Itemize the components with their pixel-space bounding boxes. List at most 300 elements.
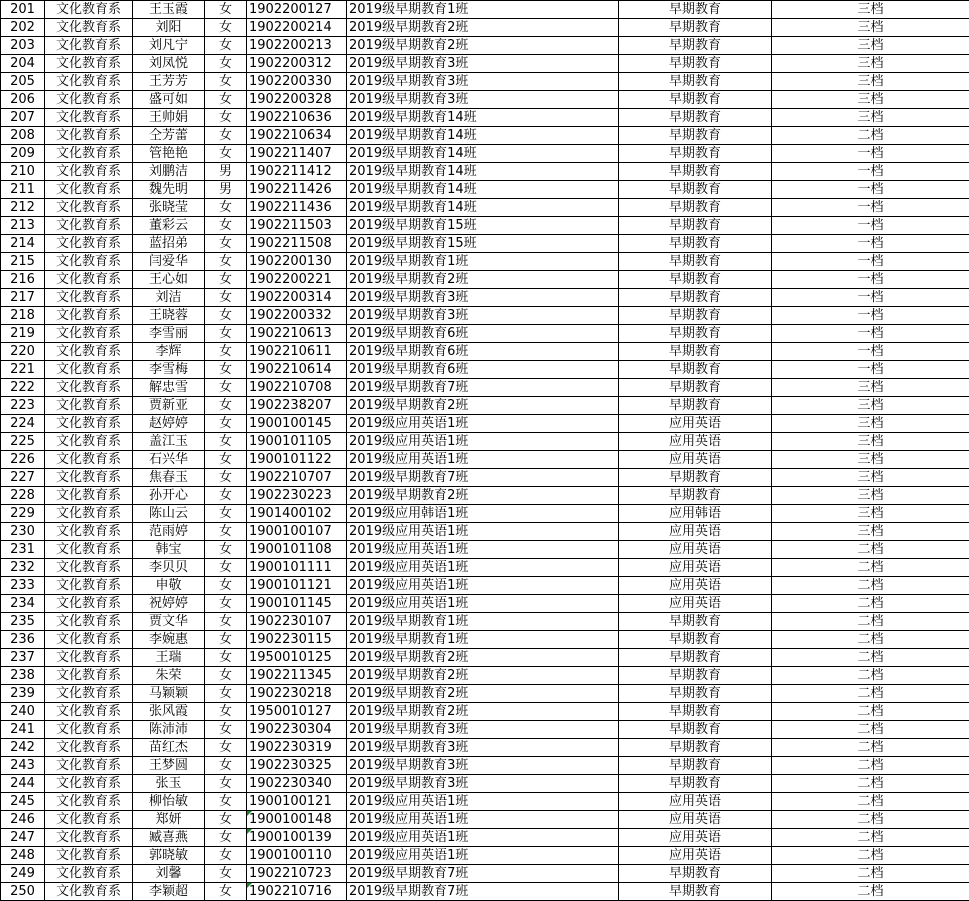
- gender-cell[interactable]: 女: [205, 505, 247, 523]
- grade-level-cell[interactable]: 一档: [772, 235, 969, 253]
- department-cell[interactable]: 文化教育系: [45, 1, 133, 19]
- row-number-cell[interactable]: 246: [1, 811, 45, 829]
- class-cell[interactable]: 2019级早期教育3班: [347, 307, 619, 325]
- grade-level-cell[interactable]: 二档: [772, 775, 969, 793]
- major-cell[interactable]: 早期教育: [619, 361, 772, 379]
- student-name-cell[interactable]: 王玉霞: [133, 1, 205, 19]
- student-name-cell[interactable]: 盛可如: [133, 91, 205, 109]
- class-cell[interactable]: 2019级早期教育2班: [347, 487, 619, 505]
- class-cell[interactable]: 2019级早期教育2班: [347, 37, 619, 55]
- student-id-cell[interactable]: 1900101122: [247, 451, 347, 469]
- class-cell[interactable]: 2019级早期教育15班: [347, 235, 619, 253]
- student-name-cell[interactable]: 仝芳蕾: [133, 127, 205, 145]
- major-cell[interactable]: 早期教育: [619, 73, 772, 91]
- major-cell[interactable]: 早期教育: [619, 181, 772, 199]
- student-id-cell[interactable]: 1902200130: [247, 253, 347, 271]
- gender-cell[interactable]: 女: [205, 883, 247, 901]
- grade-level-cell[interactable]: 三档: [772, 379, 969, 397]
- student-name-cell[interactable]: 张玉: [133, 775, 205, 793]
- student-name-cell[interactable]: 张风霞: [133, 703, 205, 721]
- gender-cell[interactable]: 女: [205, 649, 247, 667]
- student-name-cell[interactable]: 管艳艳: [133, 145, 205, 163]
- gender-cell[interactable]: 女: [205, 487, 247, 505]
- gender-cell[interactable]: 女: [205, 865, 247, 883]
- row-number-cell[interactable]: 212: [1, 199, 45, 217]
- grade-level-cell[interactable]: 二档: [772, 703, 969, 721]
- row-number-cell[interactable]: 221: [1, 361, 45, 379]
- student-id-cell[interactable]: 1902210716: [247, 883, 347, 901]
- grade-level-cell[interactable]: 二档: [772, 127, 969, 145]
- student-id-cell[interactable]: 1902200312: [247, 55, 347, 73]
- row-number-cell[interactable]: 241: [1, 721, 45, 739]
- student-name-cell[interactable]: 柳怡敏: [133, 793, 205, 811]
- grade-level-cell[interactable]: 二档: [772, 793, 969, 811]
- gender-cell[interactable]: 女: [205, 685, 247, 703]
- class-cell[interactable]: 2019级早期教育3班: [347, 73, 619, 91]
- student-id-cell[interactable]: 1902211436: [247, 199, 347, 217]
- major-cell[interactable]: 早期教育: [619, 667, 772, 685]
- grade-level-cell[interactable]: 三档: [772, 19, 969, 37]
- department-cell[interactable]: 文化教育系: [45, 721, 133, 739]
- student-name-cell[interactable]: 王帅娟: [133, 109, 205, 127]
- grade-level-cell[interactable]: 二档: [772, 865, 969, 883]
- student-id-cell[interactable]: 1902211426: [247, 181, 347, 199]
- grade-level-cell[interactable]: 二档: [772, 631, 969, 649]
- gender-cell[interactable]: 女: [205, 811, 247, 829]
- department-cell[interactable]: 文化教育系: [45, 739, 133, 757]
- major-cell[interactable]: 应用英语: [619, 415, 772, 433]
- gender-cell[interactable]: 女: [205, 343, 247, 361]
- student-name-cell[interactable]: 贾文华: [133, 613, 205, 631]
- grade-level-cell[interactable]: 三档: [772, 73, 969, 91]
- student-name-cell[interactable]: 王梦圆: [133, 757, 205, 775]
- student-name-cell[interactable]: 刘馨: [133, 865, 205, 883]
- student-name-cell[interactable]: 李颖超: [133, 883, 205, 901]
- major-cell[interactable]: 应用英语: [619, 577, 772, 595]
- student-name-cell[interactable]: 王心如: [133, 271, 205, 289]
- student-name-cell[interactable]: 李贝贝: [133, 559, 205, 577]
- row-number-cell[interactable]: 228: [1, 487, 45, 505]
- major-cell[interactable]: 早期教育: [619, 19, 772, 37]
- class-cell[interactable]: 2019级早期教育1班: [347, 613, 619, 631]
- gender-cell[interactable]: 女: [205, 127, 247, 145]
- department-cell[interactable]: 文化教育系: [45, 55, 133, 73]
- department-cell[interactable]: 文化教育系: [45, 91, 133, 109]
- department-cell[interactable]: 文化教育系: [45, 361, 133, 379]
- class-cell[interactable]: 2019级早期教育14班: [347, 145, 619, 163]
- grade-level-cell[interactable]: 一档: [772, 343, 969, 361]
- row-number-cell[interactable]: 249: [1, 865, 45, 883]
- major-cell[interactable]: 早期教育: [619, 109, 772, 127]
- grade-level-cell[interactable]: 三档: [772, 37, 969, 55]
- major-cell[interactable]: 早期教育: [619, 37, 772, 55]
- gender-cell[interactable]: 女: [205, 451, 247, 469]
- student-name-cell[interactable]: 刘凤悦: [133, 55, 205, 73]
- grade-level-cell[interactable]: 三档: [772, 109, 969, 127]
- class-cell[interactable]: 2019级早期教育3班: [347, 91, 619, 109]
- student-id-cell[interactable]: 1902210707: [247, 469, 347, 487]
- class-cell[interactable]: 2019级早期教育3班: [347, 775, 619, 793]
- student-id-cell[interactable]: 1902200214: [247, 19, 347, 37]
- gender-cell[interactable]: 女: [205, 739, 247, 757]
- grade-level-cell[interactable]: 一档: [772, 361, 969, 379]
- department-cell[interactable]: 文化教育系: [45, 811, 133, 829]
- gender-cell[interactable]: 女: [205, 847, 247, 865]
- department-cell[interactable]: 文化教育系: [45, 127, 133, 145]
- row-number-cell[interactable]: 231: [1, 541, 45, 559]
- row-number-cell[interactable]: 226: [1, 451, 45, 469]
- grade-level-cell[interactable]: 一档: [772, 325, 969, 343]
- major-cell[interactable]: 应用英语: [619, 523, 772, 541]
- major-cell[interactable]: 应用英语: [619, 793, 772, 811]
- student-id-cell[interactable]: 1900100148: [247, 811, 347, 829]
- row-number-cell[interactable]: 216: [1, 271, 45, 289]
- gender-cell[interactable]: 女: [205, 595, 247, 613]
- department-cell[interactable]: 文化教育系: [45, 271, 133, 289]
- student-name-cell[interactable]: 刘凡宁: [133, 37, 205, 55]
- class-cell[interactable]: 2019级早期教育2班: [347, 19, 619, 37]
- major-cell[interactable]: 早期教育: [619, 631, 772, 649]
- student-name-cell[interactable]: 魏先明: [133, 181, 205, 199]
- class-cell[interactable]: 2019级应用英语1班: [347, 793, 619, 811]
- student-id-cell[interactable]: 1902211407: [247, 145, 347, 163]
- department-cell[interactable]: 文化教育系: [45, 577, 133, 595]
- grade-level-cell[interactable]: 二档: [772, 847, 969, 865]
- major-cell[interactable]: 早期教育: [619, 325, 772, 343]
- student-name-cell[interactable]: 刘阳: [133, 19, 205, 37]
- row-number-cell[interactable]: 202: [1, 19, 45, 37]
- gender-cell[interactable]: 女: [205, 703, 247, 721]
- gender-cell[interactable]: 女: [205, 73, 247, 91]
- major-cell[interactable]: 早期教育: [619, 721, 772, 739]
- grade-level-cell[interactable]: 三档: [772, 415, 969, 433]
- student-id-cell[interactable]: 1902230223: [247, 487, 347, 505]
- department-cell[interactable]: 文化教育系: [45, 451, 133, 469]
- major-cell[interactable]: 早期教育: [619, 217, 772, 235]
- department-cell[interactable]: 文化教育系: [45, 379, 133, 397]
- student-id-cell[interactable]: 1950010127: [247, 703, 347, 721]
- student-id-cell[interactable]: 1901400102: [247, 505, 347, 523]
- gender-cell[interactable]: 女: [205, 325, 247, 343]
- row-number-cell[interactable]: 238: [1, 667, 45, 685]
- student-name-cell[interactable]: 臧喜燕: [133, 829, 205, 847]
- student-name-cell[interactable]: 郭晓敏: [133, 847, 205, 865]
- class-cell[interactable]: 2019级应用英语1班: [347, 451, 619, 469]
- grade-level-cell[interactable]: 三档: [772, 91, 969, 109]
- grade-level-cell[interactable]: 二档: [772, 613, 969, 631]
- class-cell[interactable]: 2019级早期教育7班: [347, 379, 619, 397]
- student-name-cell[interactable]: 孙开心: [133, 487, 205, 505]
- gender-cell[interactable]: 女: [205, 523, 247, 541]
- student-name-cell[interactable]: 赵婷婷: [133, 415, 205, 433]
- student-id-cell[interactable]: 1902210614: [247, 361, 347, 379]
- grade-level-cell[interactable]: 三档: [772, 469, 969, 487]
- row-number-cell[interactable]: 213: [1, 217, 45, 235]
- grade-level-cell[interactable]: 二档: [772, 757, 969, 775]
- row-number-cell[interactable]: 234: [1, 595, 45, 613]
- department-cell[interactable]: 文化教育系: [45, 289, 133, 307]
- gender-cell[interactable]: 女: [205, 307, 247, 325]
- grade-level-cell[interactable]: 二档: [772, 667, 969, 685]
- class-cell[interactable]: 2019级应用英语1班: [347, 847, 619, 865]
- gender-cell[interactable]: 女: [205, 793, 247, 811]
- row-number-cell[interactable]: 201: [1, 1, 45, 19]
- row-number-cell[interactable]: 214: [1, 235, 45, 253]
- gender-cell[interactable]: 女: [205, 37, 247, 55]
- major-cell[interactable]: 应用英语: [619, 847, 772, 865]
- student-id-cell[interactable]: 1902210634: [247, 127, 347, 145]
- grade-level-cell[interactable]: 一档: [772, 199, 969, 217]
- student-name-cell[interactable]: 石兴华: [133, 451, 205, 469]
- row-number-cell[interactable]: 222: [1, 379, 45, 397]
- gender-cell[interactable]: 女: [205, 631, 247, 649]
- row-number-cell[interactable]: 218: [1, 307, 45, 325]
- row-number-cell[interactable]: 206: [1, 91, 45, 109]
- student-id-cell[interactable]: 1902230218: [247, 685, 347, 703]
- department-cell[interactable]: 文化教育系: [45, 469, 133, 487]
- grade-level-cell[interactable]: 一档: [772, 271, 969, 289]
- row-number-cell[interactable]: 224: [1, 415, 45, 433]
- major-cell[interactable]: 早期教育: [619, 163, 772, 181]
- student-name-cell[interactable]: 刘鹏洁: [133, 163, 205, 181]
- department-cell[interactable]: 文化教育系: [45, 505, 133, 523]
- row-number-cell[interactable]: 205: [1, 73, 45, 91]
- department-cell[interactable]: 文化教育系: [45, 685, 133, 703]
- major-cell[interactable]: 应用英语: [619, 811, 772, 829]
- student-name-cell[interactable]: 朱荣: [133, 667, 205, 685]
- student-name-cell[interactable]: 申敬: [133, 577, 205, 595]
- major-cell[interactable]: 应用英语: [619, 559, 772, 577]
- row-number-cell[interactable]: 227: [1, 469, 45, 487]
- major-cell[interactable]: 早期教育: [619, 613, 772, 631]
- grade-level-cell[interactable]: 二档: [772, 649, 969, 667]
- student-name-cell[interactable]: 陈山云: [133, 505, 205, 523]
- class-cell[interactable]: 2019级早期教育14班: [347, 109, 619, 127]
- student-name-cell[interactable]: 闫爱华: [133, 253, 205, 271]
- row-number-cell[interactable]: 237: [1, 649, 45, 667]
- row-number-cell[interactable]: 225: [1, 433, 45, 451]
- class-cell[interactable]: 2019级早期教育14班: [347, 199, 619, 217]
- gender-cell[interactable]: 男: [205, 181, 247, 199]
- student-name-cell[interactable]: 焦春玉: [133, 469, 205, 487]
- grade-level-cell[interactable]: 一档: [772, 181, 969, 199]
- row-number-cell[interactable]: 235: [1, 613, 45, 631]
- department-cell[interactable]: 文化教育系: [45, 343, 133, 361]
- student-name-cell[interactable]: 祝婷婷: [133, 595, 205, 613]
- student-name-cell[interactable]: 苗红杰: [133, 739, 205, 757]
- class-cell[interactable]: 2019级早期教育7班: [347, 865, 619, 883]
- major-cell[interactable]: 早期教育: [619, 685, 772, 703]
- student-id-cell[interactable]: 1902230304: [247, 721, 347, 739]
- student-name-cell[interactable]: 李雪梅: [133, 361, 205, 379]
- class-cell[interactable]: 2019级早期教育2班: [347, 667, 619, 685]
- class-cell[interactable]: 2019级早期教育3班: [347, 289, 619, 307]
- major-cell[interactable]: 早期教育: [619, 91, 772, 109]
- department-cell[interactable]: 文化教育系: [45, 217, 133, 235]
- grade-level-cell[interactable]: 三档: [772, 55, 969, 73]
- student-id-cell[interactable]: 1902210611: [247, 343, 347, 361]
- class-cell[interactable]: 2019级早期教育1班: [347, 253, 619, 271]
- row-number-cell[interactable]: 203: [1, 37, 45, 55]
- student-id-cell[interactable]: 1902200332: [247, 307, 347, 325]
- gender-cell[interactable]: 女: [205, 235, 247, 253]
- gender-cell[interactable]: 女: [205, 379, 247, 397]
- gender-cell[interactable]: 女: [205, 541, 247, 559]
- department-cell[interactable]: 文化教育系: [45, 541, 133, 559]
- gender-cell[interactable]: 女: [205, 469, 247, 487]
- department-cell[interactable]: 文化教育系: [45, 109, 133, 127]
- major-cell[interactable]: 早期教育: [619, 199, 772, 217]
- student-id-cell[interactable]: 1900100121: [247, 793, 347, 811]
- class-cell[interactable]: 2019级应用英语1班: [347, 523, 619, 541]
- row-number-cell[interactable]: 207: [1, 109, 45, 127]
- department-cell[interactable]: 文化教育系: [45, 667, 133, 685]
- major-cell[interactable]: 早期教育: [619, 487, 772, 505]
- department-cell[interactable]: 文化教育系: [45, 235, 133, 253]
- grade-level-cell[interactable]: 三档: [772, 487, 969, 505]
- student-id-cell[interactable]: 1902230325: [247, 757, 347, 775]
- row-number-cell[interactable]: 229: [1, 505, 45, 523]
- class-cell[interactable]: 2019级早期教育2班: [347, 271, 619, 289]
- major-cell[interactable]: 早期教育: [619, 271, 772, 289]
- student-id-cell[interactable]: 1902200328: [247, 91, 347, 109]
- student-name-cell[interactable]: 韩宝: [133, 541, 205, 559]
- row-number-cell[interactable]: 247: [1, 829, 45, 847]
- department-cell[interactable]: 文化教育系: [45, 631, 133, 649]
- student-name-cell[interactable]: 李辉: [133, 343, 205, 361]
- student-id-cell[interactable]: 1900100107: [247, 523, 347, 541]
- grade-level-cell[interactable]: 三档: [772, 433, 969, 451]
- major-cell[interactable]: 早期教育: [619, 235, 772, 253]
- student-name-cell[interactable]: 范雨婷: [133, 523, 205, 541]
- class-cell[interactable]: 2019级应用英语1班: [347, 595, 619, 613]
- department-cell[interactable]: 文化教育系: [45, 775, 133, 793]
- gender-cell[interactable]: 女: [205, 415, 247, 433]
- gender-cell[interactable]: 女: [205, 397, 247, 415]
- major-cell[interactable]: 早期教育: [619, 307, 772, 325]
- major-cell[interactable]: 应用英语: [619, 433, 772, 451]
- department-cell[interactable]: 文化教育系: [45, 37, 133, 55]
- department-cell[interactable]: 文化教育系: [45, 613, 133, 631]
- gender-cell[interactable]: 女: [205, 145, 247, 163]
- student-name-cell[interactable]: 贾新亚: [133, 397, 205, 415]
- department-cell[interactable]: 文化教育系: [45, 145, 133, 163]
- class-cell[interactable]: 2019级早期教育15班: [347, 217, 619, 235]
- row-number-cell[interactable]: 250: [1, 883, 45, 901]
- student-name-cell[interactable]: 蓝招弟: [133, 235, 205, 253]
- student-id-cell[interactable]: 1902210708: [247, 379, 347, 397]
- grade-level-cell[interactable]: 二档: [772, 577, 969, 595]
- department-cell[interactable]: 文化教育系: [45, 73, 133, 91]
- student-id-cell[interactable]: 1902230319: [247, 739, 347, 757]
- major-cell[interactable]: 早期教育: [619, 649, 772, 667]
- class-cell[interactable]: 2019级早期教育3班: [347, 757, 619, 775]
- class-cell[interactable]: 2019级应用英语1班: [347, 415, 619, 433]
- department-cell[interactable]: 文化教育系: [45, 199, 133, 217]
- grade-level-cell[interactable]: 一档: [772, 217, 969, 235]
- grade-level-cell[interactable]: 二档: [772, 739, 969, 757]
- class-cell[interactable]: 2019级应用英语1班: [347, 541, 619, 559]
- department-cell[interactable]: 文化教育系: [45, 487, 133, 505]
- gender-cell[interactable]: 女: [205, 91, 247, 109]
- major-cell[interactable]: 早期教育: [619, 883, 772, 901]
- class-cell[interactable]: 2019级早期教育7班: [347, 883, 619, 901]
- student-name-cell[interactable]: 王晓蓉: [133, 307, 205, 325]
- class-cell[interactable]: 2019级应用英语1班: [347, 829, 619, 847]
- department-cell[interactable]: 文化教育系: [45, 163, 133, 181]
- student-id-cell[interactable]: 1900100139: [247, 829, 347, 847]
- row-number-cell[interactable]: 230: [1, 523, 45, 541]
- row-number-cell[interactable]: 219: [1, 325, 45, 343]
- student-id-cell[interactable]: 1902200314: [247, 289, 347, 307]
- row-number-cell[interactable]: 236: [1, 631, 45, 649]
- row-number-cell[interactable]: 233: [1, 577, 45, 595]
- department-cell[interactable]: 文化教育系: [45, 883, 133, 901]
- grade-level-cell[interactable]: 一档: [772, 145, 969, 163]
- department-cell[interactable]: 文化教育系: [45, 757, 133, 775]
- class-cell[interactable]: 2019级应用英语1班: [347, 433, 619, 451]
- major-cell[interactable]: 应用韩语: [619, 505, 772, 523]
- grade-level-cell[interactable]: 二档: [772, 883, 969, 901]
- student-name-cell[interactable]: 张晓莹: [133, 199, 205, 217]
- class-cell[interactable]: 2019级早期教育3班: [347, 739, 619, 757]
- gender-cell[interactable]: 女: [205, 199, 247, 217]
- department-cell[interactable]: 文化教育系: [45, 847, 133, 865]
- row-number-cell[interactable]: 232: [1, 559, 45, 577]
- student-id-cell[interactable]: 1902230340: [247, 775, 347, 793]
- major-cell[interactable]: 早期教育: [619, 757, 772, 775]
- grade-level-cell[interactable]: 三档: [772, 523, 969, 541]
- major-cell[interactable]: 早期教育: [619, 127, 772, 145]
- grade-level-cell[interactable]: 三档: [772, 505, 969, 523]
- department-cell[interactable]: 文化教育系: [45, 307, 133, 325]
- student-id-cell[interactable]: 1900101111: [247, 559, 347, 577]
- student-id-cell[interactable]: 1902211345: [247, 667, 347, 685]
- gender-cell[interactable]: 女: [205, 289, 247, 307]
- gender-cell[interactable]: 男: [205, 163, 247, 181]
- grade-level-cell[interactable]: 三档: [772, 1, 969, 19]
- major-cell[interactable]: 早期教育: [619, 379, 772, 397]
- row-number-cell[interactable]: 211: [1, 181, 45, 199]
- row-number-cell[interactable]: 220: [1, 343, 45, 361]
- major-cell[interactable]: 应用英语: [619, 541, 772, 559]
- row-number-cell[interactable]: 248: [1, 847, 45, 865]
- gender-cell[interactable]: 女: [205, 829, 247, 847]
- gender-cell[interactable]: 女: [205, 559, 247, 577]
- student-id-cell[interactable]: 1902200221: [247, 271, 347, 289]
- class-cell[interactable]: 2019级早期教育3班: [347, 55, 619, 73]
- grade-level-cell[interactable]: 二档: [772, 811, 969, 829]
- class-cell[interactable]: 2019级早期教育3班: [347, 721, 619, 739]
- grade-level-cell[interactable]: 三档: [772, 397, 969, 415]
- major-cell[interactable]: 早期教育: [619, 55, 772, 73]
- grade-level-cell[interactable]: 二档: [772, 559, 969, 577]
- major-cell[interactable]: 应用英语: [619, 595, 772, 613]
- student-id-cell[interactable]: 1900100110: [247, 847, 347, 865]
- major-cell[interactable]: 早期教育: [619, 397, 772, 415]
- gender-cell[interactable]: 女: [205, 757, 247, 775]
- student-name-cell[interactable]: 王芳芳: [133, 73, 205, 91]
- gender-cell[interactable]: 女: [205, 109, 247, 127]
- student-id-cell[interactable]: 1902211503: [247, 217, 347, 235]
- grade-level-cell[interactable]: 一档: [772, 289, 969, 307]
- student-name-cell[interactable]: 刘洁: [133, 289, 205, 307]
- class-cell[interactable]: 2019级早期教育2班: [347, 649, 619, 667]
- row-number-cell[interactable]: 208: [1, 127, 45, 145]
- major-cell[interactable]: 早期教育: [619, 343, 772, 361]
- row-number-cell[interactable]: 223: [1, 397, 45, 415]
- major-cell[interactable]: 早期教育: [619, 775, 772, 793]
